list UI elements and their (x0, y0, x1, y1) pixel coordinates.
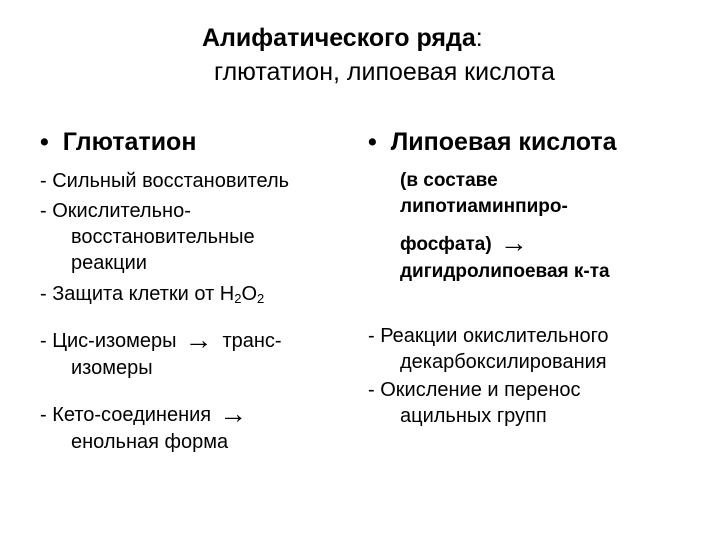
subscript-2b: 2 (257, 291, 265, 306)
right-bold-line-3-text: фосфата) (400, 234, 492, 255)
left-item-3-text: - Защита клетки от H (40, 283, 235, 305)
left-item-2: - Окислительно- (40, 200, 191, 222)
lipoic-acid-heading (368, 128, 617, 157)
title-colon: : (475, 24, 483, 52)
keto-line-2: енольная форма (71, 431, 229, 453)
title-bold: Алифатического ряда (202, 24, 476, 52)
left-item-1: - Сильный восстановитель (40, 170, 290, 192)
arrow-right-icon: → (184, 324, 213, 355)
bullet-icon: • (40, 128, 49, 156)
lipoic-acid-heading-text: Липоевая кислота (390, 128, 617, 156)
keto-line (40, 400, 247, 429)
arrow-right-icon: → (499, 227, 528, 258)
right-item-2: - Окисление и перенос (368, 379, 581, 401)
right-item-1: - Реакции окислительного (368, 325, 609, 347)
right-bold-line-4: дигидролипоевая к-та (400, 261, 610, 282)
glutathione-heading-text: Глютатион (62, 128, 197, 156)
arrow-right-icon: → (219, 398, 248, 429)
right-bold-line-2: липотиаминпиро- (400, 196, 568, 217)
bullet-icon: • (368, 128, 377, 156)
right-bold-line-3 (400, 229, 528, 259)
left-item-2-cont-1: восстановительные (71, 226, 255, 248)
cis-trans-line-2: изомеры (71, 357, 153, 379)
subscript-2a: 2 (234, 291, 242, 306)
keto-prefix: - Кето-соединения (40, 404, 212, 426)
left-item-3 (40, 280, 264, 313)
cis-prefix: - Цис-изомеры (40, 330, 177, 352)
right-bold-line-1: (в составе (400, 170, 498, 191)
title-line-1 (202, 22, 483, 55)
glutathione-heading (40, 128, 196, 157)
cis-trans-line (40, 326, 282, 355)
right-item-2-cont: ацильных групп (400, 405, 547, 427)
cis-suffix: транс- (222, 330, 282, 352)
title-line-2: глютатион, липоевая кислота (214, 58, 555, 86)
left-item-2-cont-2: реакции (71, 252, 147, 274)
right-item-1-cont: декарбоксилирования (400, 351, 607, 373)
oxygen-symbol: O (241, 283, 258, 305)
